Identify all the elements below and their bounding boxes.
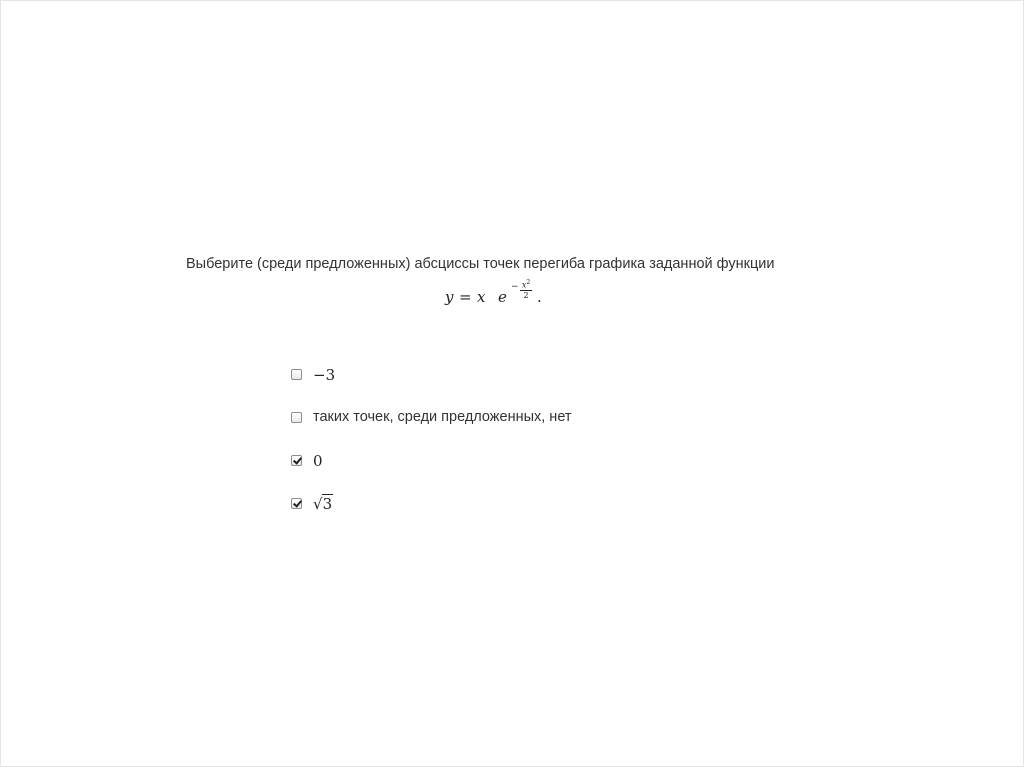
option-label: 0 bbox=[313, 452, 323, 470]
question-text: Выберите (среди предложенных) абсциссы точек перегиба графика заданной функции bbox=[186, 256, 775, 272]
radical-sign: √ bbox=[313, 495, 323, 513]
formula-y: y bbox=[445, 288, 454, 306]
fraction-denominator: 2 bbox=[523, 290, 529, 300]
formula-x: x bbox=[477, 288, 486, 306]
option-checkbox-checked[interactable] bbox=[291, 498, 302, 509]
option-checkbox[interactable] bbox=[291, 369, 302, 380]
option-checkbox-checked[interactable] bbox=[291, 455, 302, 466]
sqrt-expression bbox=[313, 495, 333, 513]
formula-equals: = bbox=[459, 288, 472, 306]
formula-period: . bbox=[537, 288, 542, 306]
formula-exponent-minus: − bbox=[511, 282, 519, 292]
fraction-numerator bbox=[519, 278, 533, 290]
option-checkbox[interactable] bbox=[291, 412, 302, 423]
radicand: 3 bbox=[322, 495, 333, 513]
option-label: таких точек, среди предложенных, нет bbox=[313, 409, 572, 425]
formula-exponent-fraction bbox=[519, 278, 533, 300]
option-label: −3 bbox=[313, 366, 336, 384]
numerator-power: 2 bbox=[526, 279, 531, 286]
numerator-x: x bbox=[521, 280, 527, 290]
option-label bbox=[313, 495, 333, 513]
formula-e: e bbox=[498, 288, 507, 306]
